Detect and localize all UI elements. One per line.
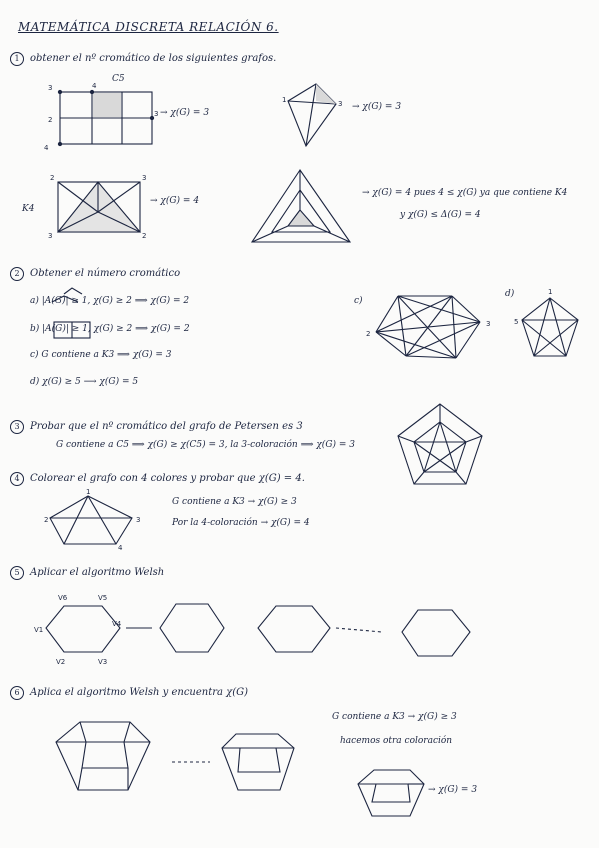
svg-text:1: 1 xyxy=(548,288,553,296)
question-number: 1 xyxy=(10,52,24,66)
svg-text:3: 3 xyxy=(48,84,53,92)
svg-text:1: 1 xyxy=(282,96,287,104)
page-title: MATEMÁTICA DISCRETA RELACIÓN 6. xyxy=(18,20,279,34)
q6-line2: hacemos otra coloración xyxy=(340,736,453,746)
question-number: 2 xyxy=(10,267,24,281)
svg-text:2: 2 xyxy=(48,116,53,124)
svg-text:2: 2 xyxy=(50,174,55,182)
svg-text:2: 2 xyxy=(44,516,49,524)
svg-text:5: 5 xyxy=(514,318,519,326)
svg-text:2: 2 xyxy=(366,330,371,338)
q6-result: → χ(G) = 3 xyxy=(428,785,478,795)
graph-q2c xyxy=(376,296,480,358)
svg-text:3: 3 xyxy=(338,100,343,108)
q6-line1: G contiene a K3 → χ(G) ≥ 3 xyxy=(332,712,457,722)
question-number: 6 xyxy=(10,686,24,700)
svg-text:3: 3 xyxy=(142,174,147,182)
q5-label-v4: V4 xyxy=(112,620,122,628)
svg-text:3: 3 xyxy=(136,516,141,524)
question-text: Probar que el nº cromático del grafo de Petersen es 3 xyxy=(30,421,303,432)
q1-answer-c: → χ(G) = 4 xyxy=(150,196,200,206)
svg-text:3: 3 xyxy=(486,320,491,328)
graph-q2a xyxy=(52,288,82,302)
svg-text:3: 3 xyxy=(48,232,53,240)
q1-answer-b: → χ(G) = 3 xyxy=(352,102,402,112)
q5-label-v5: V5 xyxy=(98,594,108,602)
question-text: obtener el nº cromático de los siguientes grafos. xyxy=(30,53,277,64)
question-text: Aplica el algoritmo Welsh y encuentra χ(G) xyxy=(30,687,249,698)
graph-q1c xyxy=(58,182,140,232)
graph-q6-prisms xyxy=(56,722,424,816)
q5-label-v2: V2 xyxy=(56,658,66,666)
q5-label-v1: V1 xyxy=(34,626,44,634)
question-text: Aplicar el algoritmo Welsh xyxy=(30,567,165,578)
q5-label-v6: V6 xyxy=(58,594,68,602)
vertex-labels xyxy=(34,82,552,666)
q5-label-v3: V3 xyxy=(98,658,108,666)
svg-text:2: 2 xyxy=(142,232,147,240)
question-number: 3 xyxy=(10,420,24,434)
label-c5: C5 xyxy=(112,74,125,84)
label-k4: K4 xyxy=(22,204,35,214)
svg-text:4: 4 xyxy=(92,82,97,90)
graph-q2b xyxy=(54,322,90,338)
question-text: Obtener el número cromático xyxy=(30,268,181,279)
q1-answer-d-line2: y χ(G) ≤ Δ(G) = 4 xyxy=(400,210,481,220)
svg-text:4: 4 xyxy=(118,544,123,552)
q4-line1: G contiene a K3 → χ(G) ≥ 3 xyxy=(172,497,297,507)
graph-q1b xyxy=(288,84,336,146)
svg-text:3: 3 xyxy=(154,110,159,118)
graph-petersen xyxy=(398,404,482,484)
q2-answer-c: c) G contiene a K3 ⟹ χ(G) = 3 xyxy=(30,350,172,360)
question-text: Colorear el grafo con 4 colores y probar que χ(G) = 4. xyxy=(30,473,305,484)
q2-answer-a: a) |A(G)| ≥ 1, χ(G) ≥ 2 ⟹ χ(G) = 2 xyxy=(30,296,190,306)
question-number: 4 xyxy=(10,472,24,486)
svg-text:4: 4 xyxy=(44,144,49,152)
graph-q1a xyxy=(58,90,153,145)
q1-answer-a: → χ(G) = 3 xyxy=(160,108,210,118)
q1-answer-d-line1: → χ(G) = 4 pues 4 ≤ χ(G) ya que contiene K4 xyxy=(362,188,568,198)
q2-label-c: c) xyxy=(354,296,363,306)
graph-q1d xyxy=(252,170,350,242)
q2-answer-d: d) χ(G) ≥ 5 ⟶ χ(G) = 5 xyxy=(30,377,139,387)
graph-q4 xyxy=(50,496,132,544)
q2-answer-b: b) |A(G)| ≥ 1, χ(G) ≥ 2 ⟹ χ(G) = 2 xyxy=(30,324,190,334)
q2-label-d: d) xyxy=(505,289,515,299)
question-number: 5 xyxy=(10,566,24,580)
graph-q5-hexagons xyxy=(46,604,470,656)
q4-line2: Por la 4-coloración → χ(G) = 4 xyxy=(172,518,310,528)
q3-explanation: G contiene a C5 ⟹ χ(G) ≥ χ(C5) = 3, la 3-coloración ⟹ χ(G) = 3 xyxy=(56,440,356,450)
graph-q2d xyxy=(522,298,578,356)
svg-text:1: 1 xyxy=(86,488,91,496)
